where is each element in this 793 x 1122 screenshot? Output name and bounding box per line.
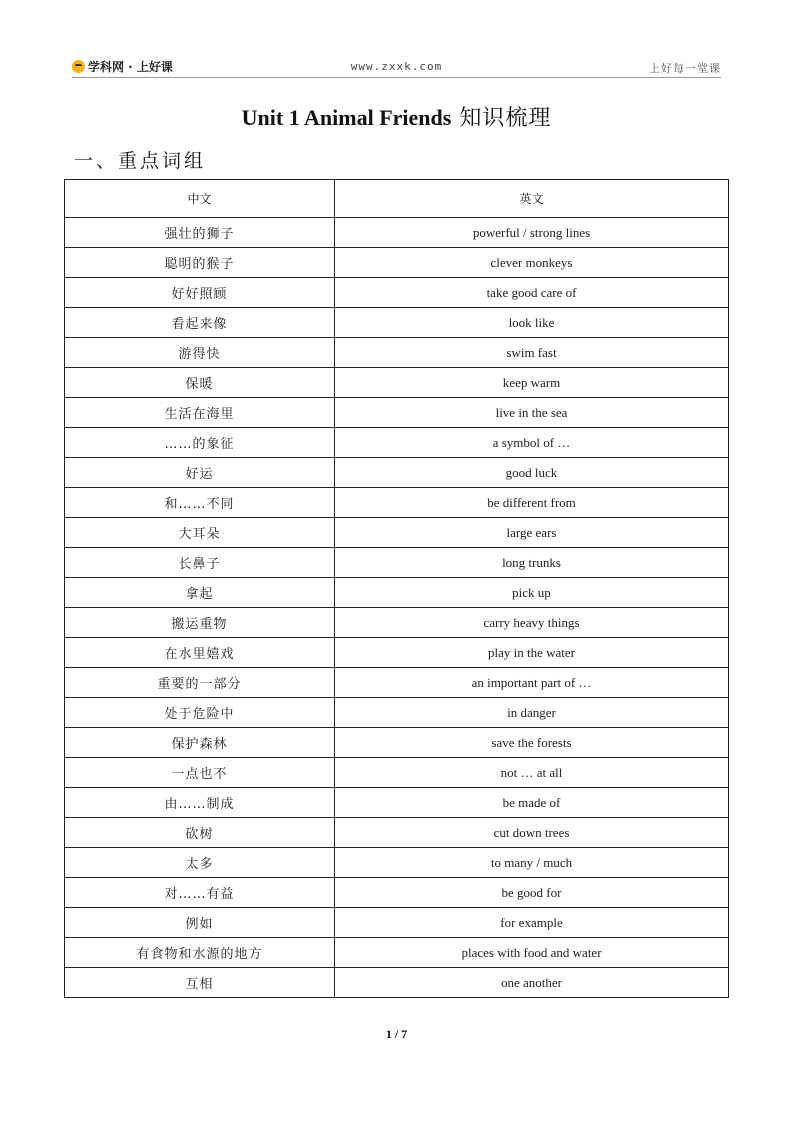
cell-chinese: 保暖 (65, 368, 335, 398)
cell-chinese: 砍树 (65, 818, 335, 848)
cell-english: places with food and water (335, 938, 729, 968)
cell-english: keep warm (335, 368, 729, 398)
cell-chinese: 对……有益 (65, 878, 335, 908)
table-row (65, 848, 729, 878)
cell-chinese: 好运 (65, 458, 335, 488)
cell-english: long trunks (335, 548, 729, 578)
cell-english: live in the sea (335, 398, 729, 428)
cell-english: look like (335, 308, 729, 338)
cell-chinese: 强壮的狮子 (65, 218, 335, 248)
title-chinese: 知识梳理 (459, 106, 552, 131)
cell-chinese: 大耳朵 (65, 518, 335, 548)
site-url[interactable]: www.zxxk.com (350, 60, 443, 73)
cell-chinese: 长鼻子 (65, 548, 335, 578)
header-english: 英文 (335, 180, 729, 218)
header-slogan: 上好每一堂课 (649, 62, 721, 75)
cell-english: save the forests (335, 728, 729, 758)
cell-chinese: 有食物和水源的地方 (65, 938, 335, 968)
cell-english: a symbol of … (335, 428, 729, 458)
table-row (65, 458, 729, 488)
cell-chinese: 游得快 (65, 338, 335, 368)
cell-english: be good for (335, 878, 729, 908)
table-body (65, 218, 729, 998)
table-row (65, 758, 729, 788)
cell-english: pick up (335, 578, 729, 608)
table-row (65, 698, 729, 728)
table-row (65, 908, 729, 938)
table-row (65, 728, 729, 758)
cell-english: be made of (335, 788, 729, 818)
table-header-row (65, 180, 729, 218)
cell-english: not … at all (335, 758, 729, 788)
table-row (65, 308, 729, 338)
cell-chinese: 搬运重物 (65, 608, 335, 638)
table-row (65, 218, 729, 248)
cell-english: to many / much (335, 848, 729, 878)
cell-chinese: 生活在海里 (65, 398, 335, 428)
cell-english: clever monkeys (335, 248, 729, 278)
page-header (72, 58, 721, 78)
header-divider (72, 77, 721, 78)
cell-chinese: 和……不同 (65, 488, 335, 518)
cell-english: powerful / strong lines (335, 218, 729, 248)
table-row (65, 488, 729, 518)
cell-english: in danger (335, 698, 729, 728)
cell-english: swim fast (335, 338, 729, 368)
cell-chinese: 处于危险中 (65, 698, 335, 728)
cell-chinese: 一点也不 (65, 758, 335, 788)
table-row (65, 428, 729, 458)
cell-english: an important part of … (335, 668, 729, 698)
cell-chinese: 保护森林 (65, 728, 335, 758)
cell-english: be different from (335, 488, 729, 518)
title-english: Unit 1 Animal Friends (241, 105, 452, 130)
table-row (65, 818, 729, 848)
table-row (65, 878, 729, 908)
cell-english: good luck (335, 458, 729, 488)
cell-chinese: 看起来像 (65, 308, 335, 338)
cell-chinese: 好好照顾 (65, 278, 335, 308)
cell-english: play in the water (335, 638, 729, 668)
cell-chinese: 重要的一部分 (65, 668, 335, 698)
table-row (65, 668, 729, 698)
table-row (65, 968, 729, 998)
page-number: 1 / 7 (385, 1027, 408, 1041)
cell-chinese: 在水里嬉戏 (65, 638, 335, 668)
cell-chinese: 拿起 (65, 578, 335, 608)
table-row (65, 368, 729, 398)
cell-chinese: ……的象征 (65, 428, 335, 458)
table-row (65, 398, 729, 428)
phrase-table (64, 179, 729, 998)
page-title (0, 101, 793, 132)
table-row (65, 518, 729, 548)
cell-chinese: 太多 (65, 848, 335, 878)
table-row (65, 938, 729, 968)
table-row (65, 278, 729, 308)
cell-chinese: 由……制成 (65, 788, 335, 818)
table-row (65, 248, 729, 278)
cell-english: for example (335, 908, 729, 938)
cell-english: take good care of (335, 278, 729, 308)
table-row (65, 788, 729, 818)
table-row (65, 608, 729, 638)
cell-english: cut down trees (335, 818, 729, 848)
cell-chinese: 互相 (65, 968, 335, 998)
cell-chinese: 聪明的猴子 (65, 248, 335, 278)
table-row (65, 638, 729, 668)
table-row (65, 338, 729, 368)
logo-text: 学科网 · 上好课 (88, 60, 173, 74)
cell-english: large ears (335, 518, 729, 548)
table-row (65, 548, 729, 578)
cell-english: carry heavy things (335, 608, 729, 638)
cell-chinese: 例如 (65, 908, 335, 938)
header-chinese: 中文 (65, 180, 335, 218)
section-heading: 一、重点词组 (74, 150, 207, 172)
table-row (65, 578, 729, 608)
cell-english: one another (335, 968, 729, 998)
